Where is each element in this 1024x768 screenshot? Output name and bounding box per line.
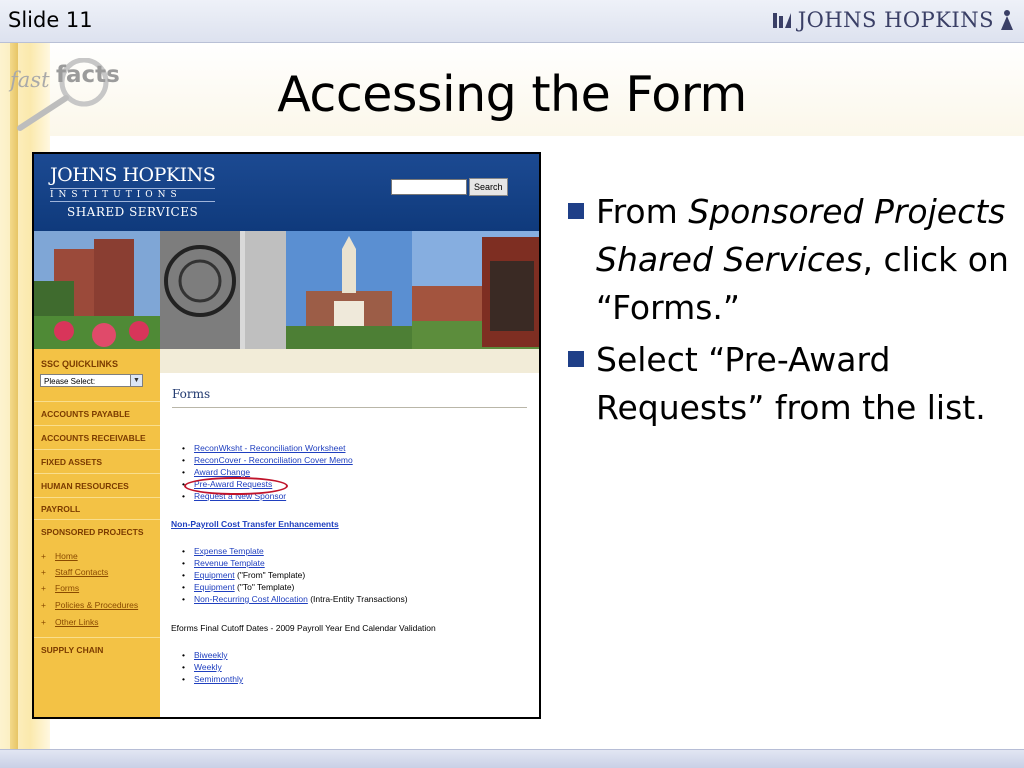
cutoff-text: Eforms Final Cutoff Dates - 2009 Payroll Year End Calendar Validation (171, 623, 436, 633)
bottom-bar (0, 749, 1024, 768)
bullet-square-icon (568, 351, 584, 367)
npct-list (182, 545, 408, 605)
site-search-button[interactable]: Search (469, 178, 508, 196)
site-logo-line2: INSTITUTIONS (50, 188, 215, 202)
nav-payroll[interactable]: PAYROLL (34, 497, 160, 519)
site-content (160, 349, 539, 717)
campus-photo-1 (34, 231, 160, 349)
nav-human-resources[interactable]: HUMAN RESOURCES (34, 473, 160, 497)
site-sidebar (34, 349, 160, 717)
slide-title: Accessing the Form (277, 66, 747, 123)
link-equipment-from[interactable]: Equipment (194, 570, 235, 580)
non-recurring-note: (Intra-Entity Transactions) (307, 594, 408, 604)
link-weekly[interactable]: Weekly (194, 662, 222, 672)
sub-link-forms[interactable]: + Forms (41, 583, 80, 593)
list-item (182, 649, 243, 661)
jh-figure-icon (1000, 9, 1014, 31)
link-equipment-to[interactable]: Equipment (194, 582, 235, 592)
list-item (182, 557, 408, 569)
link-recon-cover[interactable]: ReconCover - Reconciliation Cover Memo (194, 455, 353, 465)
site-header (34, 154, 539, 231)
sub-link-staff-contacts[interactable]: + Staff Contacts (41, 567, 109, 577)
equipment-from-note: ("From" Template) (234, 570, 306, 580)
nav-fixed-assets[interactable]: FIXED ASSETS (34, 449, 160, 473)
site-logo[interactable] (50, 164, 215, 219)
quicklinks-header: SSC QUICKLINKS (41, 359, 119, 369)
bullet-text-italic: Sponsored Projects Shared Services (596, 192, 1006, 279)
link-pre-award-requests[interactable]: Pre-Award Requests (194, 479, 273, 489)
link-revenue-template[interactable]: Revenue Template (194, 558, 265, 568)
bullet-text-pre: From (596, 192, 689, 231)
bullet-text-pre: Select “Pre-Award Requests” from the list. (596, 340, 986, 427)
bullet-square-icon (568, 203, 584, 219)
jh-mark-icon (772, 10, 792, 30)
bullet-item (566, 188, 1016, 332)
link-semimonthly[interactable]: Semimonthly (194, 674, 244, 684)
list-item (182, 466, 353, 478)
list-item (182, 454, 353, 466)
sub-link-home[interactable]: + Home (41, 551, 78, 561)
nav-sponsored-projects[interactable]: SPONSORED PROJECTS (34, 519, 160, 543)
fast-facts-facts: facts (56, 62, 120, 88)
list-item (182, 442, 353, 454)
slide-header-bar (0, 0, 1024, 43)
forms-heading: Forms (172, 387, 211, 401)
sub-link-policies[interactable]: + Policies & Procedures (41, 600, 139, 610)
highlight-oval (184, 477, 288, 495)
quicklinks-select[interactable] (40, 374, 143, 387)
list-item (182, 581, 408, 593)
johns-hopkins-logo (772, 6, 1014, 34)
list-item (182, 673, 243, 685)
list-item (182, 545, 408, 557)
link-recon-wksht[interactable]: ReconWksht - Reconciliation Worksheet (194, 443, 346, 453)
header-photo-strip (34, 231, 539, 349)
fast-facts-logo (6, 58, 118, 132)
fast-facts-fast: fast (10, 68, 50, 92)
quicklinks-selected-value: Please Select: (44, 377, 96, 386)
link-award-change[interactable]: Award Change (194, 467, 251, 477)
nav-accounts-receivable[interactable]: ACCOUNTS RECEIVABLE (34, 425, 160, 449)
nav-accounts-payable[interactable]: ACCOUNTS PAYABLE (34, 401, 160, 425)
list-item (182, 661, 243, 673)
npct-header-link[interactable]: Non-Payroll Cost Transfer Enhancements (171, 519, 339, 529)
forms-divider (172, 407, 527, 408)
website-screenshot (32, 152, 541, 719)
site-search-input[interactable] (391, 179, 467, 195)
link-expense-template[interactable]: Expense Template (194, 546, 264, 556)
cutoff-list (182, 649, 243, 685)
campus-photo-4 (412, 231, 539, 349)
content-top-band (160, 349, 539, 373)
link-biweekly[interactable]: Biweekly (194, 650, 228, 660)
nav-supply-chain[interactable]: SUPPLY CHAIN (34, 637, 160, 661)
bullet-list (566, 188, 1016, 436)
slide-number: Slide 11 (8, 8, 93, 32)
equipment-to-note: ("To" Template) (234, 582, 295, 592)
link-non-recurring[interactable]: Non-Recurring Cost Allocation (194, 594, 308, 604)
jh-brand-text: JOHNS HOPKINS (797, 8, 994, 32)
campus-photo-3 (286, 231, 412, 349)
campus-photo-2 (160, 231, 286, 349)
sub-link-other-links[interactable]: + Other Links (41, 617, 99, 627)
list-item (182, 593, 408, 605)
list-item (182, 569, 408, 581)
left-decor-bar (10, 42, 18, 754)
bullet-text-post: , click on “Forms.” (596, 240, 1009, 327)
site-logo-line1: JOHNS HOPKINS (50, 164, 216, 186)
site-logo-line3: SHARED SERVICES (66, 205, 199, 219)
bullet-item (566, 336, 1016, 432)
chevron-down-icon[interactable]: ▼ (130, 375, 142, 386)
link-new-sponsor[interactable]: Request a New Sponsor (194, 491, 287, 501)
